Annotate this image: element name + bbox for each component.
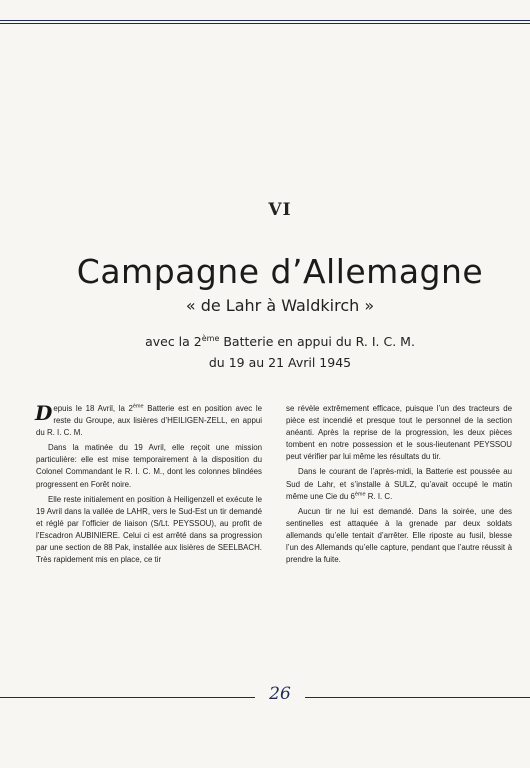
chapter-subtitle: « de Lahr à Waldkirch »: [185, 296, 375, 315]
paragraph-1: [36, 403, 262, 439]
support-post: Batterie en appui du R. I. C. M.: [219, 334, 415, 350]
paragraph-4: se révèle extrêmement efficace, puisque l’un des tracteurs de pièce est incendié et presque tout le personnel de la section anéanti. Après la reprise de la progression, les deux pièces tombent en notre possession et le sous-lieutenant PEYSSOU peut vérifier par lui même les résultats du tir.: [286, 404, 512, 462]
paragraph-1-a: epuis le 18 Avril, la 2: [53, 404, 133, 413]
paragraph-6: Aucun tir ne lui est demandé. Dans la soirée, une des sentinelles est attaquée à la grenade par deux soldats allemands qu’elle tentait d’arrêter. Elle riposte au fusil, blesse l’un des Allemands qu’elle capture, pendant que l’autre réussit à prendre la fuite.: [286, 506, 512, 565]
text-column-right: [286, 403, 512, 569]
paragraph-5: [286, 466, 512, 502]
text-column-left: [36, 403, 262, 569]
paragraph-2: Dans la matinée du 19 Avril, elle reçoit une mission particulière: elle est mise temporairement à la disposition du Colonel Commandant le R. I. C. M., dont les colonnes blindées progressent en Forêt noire.: [36, 443, 262, 489]
paragraph-5-a: Dans le courant de l’après-midi, la Batterie est poussée au Sud de Lahr, et s’installe à SULZ, qu’avait occupé le matin même une Cie du 6: [286, 467, 512, 501]
paragraph-3: Elle reste initialement en position à Heiligenzell et exécute le 19 Avril dans la vallée de LAHR, vers le Sud-Est un tir demandé et réglé par l’officier de liaison (S/Lt. PEYSSOU), au profit de l’Escadron AUBINIERE. Celui ci est arrêté dans sa progression par une section de 88 Pak, installée aux lisières de SEELBACH. Très rapidement mis en place, ce tir: [36, 494, 262, 565]
chapter-number: VI: [268, 200, 292, 220]
chapter-title: Campagne d’Allemagne: [76, 252, 484, 291]
support-sup: ème: [201, 334, 220, 343]
top-rule: [0, 20, 530, 21]
paragraph-1-b: Batterie est en position avec le reste du Groupe, aux lisières d’HEILIGEN-ZELL, en appui du R. I. C. M.: [36, 404, 262, 438]
paragraph-5-b: R. I. C.: [365, 491, 393, 501]
page-number: 26: [255, 684, 305, 704]
paragraph-1-sup: ème: [132, 403, 144, 410]
top-rule-secondary: [0, 23, 530, 24]
paragraph-5-sup: ème: [354, 491, 366, 498]
support-pre: avec la 2: [145, 334, 202, 350]
support-line: [0, 334, 530, 349]
chapter-dates: du 19 au 21 Avril 1945: [208, 355, 352, 370]
drop-cap: D: [35, 401, 53, 425]
